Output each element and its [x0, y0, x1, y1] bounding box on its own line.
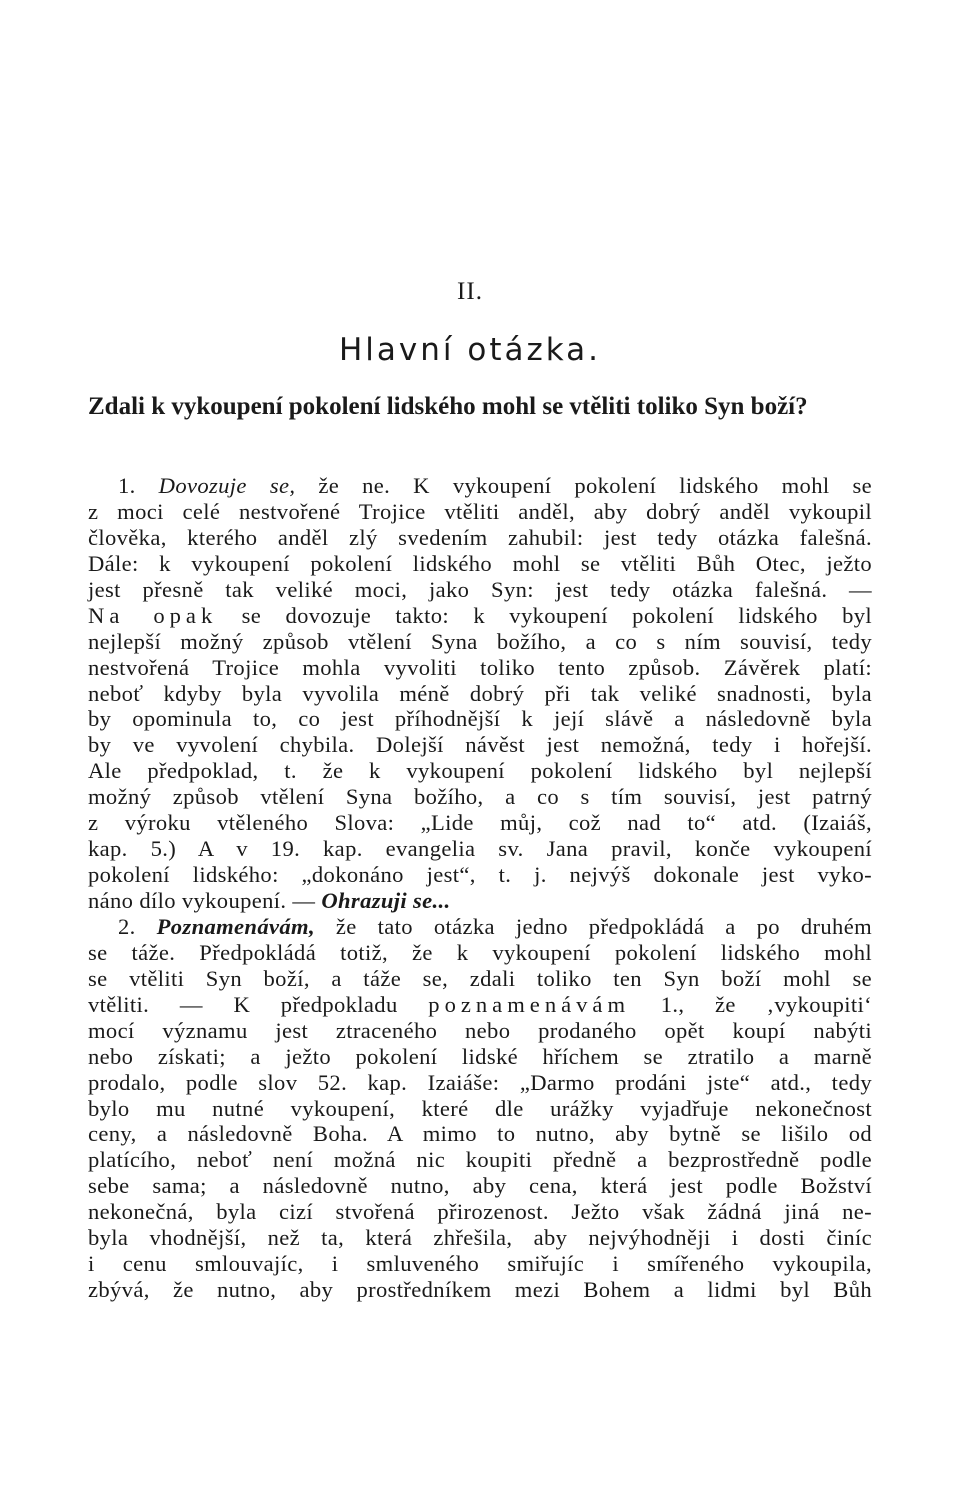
- text-line: vtěliti. — K předpokladu poznamenávám 1., že ‚vykoupiti‘: [88, 991, 872, 1017]
- text-line: jest přesně tak veliké moci, jako Syn: jest tedy otázka falešná. —: [88, 576, 872, 602]
- section-number: 2.: [118, 913, 136, 939]
- text-line: neboť kdyby byla vyvolila méně dobrý při tak veliké snadnosti, byla: [88, 680, 872, 706]
- text-line: by opominula to, co jest příhodnější k její slávě a následovně byla: [88, 706, 872, 732]
- section-heading: Poznamenávám,: [156, 913, 315, 939]
- text-line: možný způsob vtělení Syna božího, a co s tím souvisí, jest patrný: [88, 784, 872, 810]
- text-line: 2. Poznamenávám, že tato otázka jedno předpokládá a po druhém: [118, 913, 872, 939]
- text-line: se vtěliti Syn boží, a táže se, zdali toliko ten Syn boží mohl se: [88, 965, 872, 991]
- text-line: bylo mu nutné vykoupení, které dle urážky vyjadřuje nekonečnost: [88, 1095, 872, 1121]
- text-line: zbývá, že nutno, aby prostředníkem mezi Bohem a lidmi byl Bůh: [88, 1277, 872, 1303]
- text-line: se táže. Předpokládá totiž, že k vykoupení pokolení lidského mohl: [88, 939, 872, 965]
- italic-emphasis: Ohrazuji se...: [321, 888, 451, 913]
- chapter-title: Hlavní otázka.: [338, 332, 602, 368]
- text-line: Ale předpoklad, t. že k vykoupení pokolení lidského byl nejlepší: [88, 758, 872, 784]
- text-line: sebe sama; a následovně nutno, aby cena, která jest podle Božství: [88, 1173, 872, 1199]
- spaced-emphasis: poznamenávám: [428, 991, 631, 1017]
- section-number: 1.: [118, 473, 136, 498]
- text-line: mocí významu jest ztraceného nebo prodaného opět koupí nabýti: [88, 1017, 872, 1043]
- text-line: Na opak se dovozuje takto: k vykoupení pokolení lidského byl: [88, 602, 872, 628]
- text-line: kap. 5.) A v 19. kap. evangelia sv. Jana pravil, konče vykoupení: [88, 836, 872, 862]
- text-line: člověka, kterého anděl zlý svedením zahubil: jest tedy otázka falešná.: [88, 524, 872, 550]
- text-line: pokolení lidského: „dokonáno jest“, t. j. nejvýš dokonale jest vyko-: [88, 862, 872, 888]
- text-line: by ve vyvolení chybila. Dolejší návěst jest nemožná, tedy i hořejší.: [88, 732, 872, 758]
- body-text: [88, 473, 872, 1303]
- text-line: i cenu smlouvajíc, i smluveného smiřujíc i smířeného vykoupila,: [88, 1251, 872, 1277]
- text-line: náno dílo vykoupení. — Ohrazuji se...: [88, 888, 451, 913]
- text-line: 1. Dovozuje se, že ne. K vykoupení pokolení lidského mohl se: [118, 473, 872, 498]
- text-line: z výroku vtěleného Slova: „Lide můj, což nad to“ atd. (Izaiáš,: [88, 810, 872, 836]
- text-line: prodalo, podle slov 52. kap. Izaiáše: „Darmo prodáni jste“ atd., tedy: [88, 1069, 872, 1095]
- text-line: nestvořená Trojice mohla vyvoliti toliko tento způsob. Závěrek platí:: [88, 654, 872, 680]
- chapter-question: Zdali k vykoupení pokolení lidského mohl se vtěliti toliko Syn boží?: [88, 393, 808, 420]
- text-line: platícího, neboť není možná nic koupiti předně a bezprostředně podle: [88, 1147, 872, 1173]
- text-line: nekonečná, byla cizí stvořená přirozenost. Ježto však žádná jiná ne-: [88, 1199, 872, 1225]
- text-line: Dále: k vykoupení pokolení lidského mohl se vtěliti Bůh Otec, ježto: [88, 550, 872, 576]
- spaced-emphasis: Na opak: [88, 602, 218, 628]
- text-line: nejlepší možný způsob vtělení Syna božího, a co s ním souvisí, tedy: [88, 628, 872, 654]
- chapter-number: II.: [457, 278, 483, 305]
- text-line: nebo získati; a ježto pokolení lidské hříchem se ztratilo a marně: [88, 1043, 872, 1069]
- section-heading: Dovozuje se,: [158, 473, 296, 498]
- text-line: byla vhodnější, než ta, která zhřešila, aby nejvýhodněji i dosti činíc: [88, 1225, 872, 1251]
- text-line: z moci celé nestvořené Trojice vtěliti anděl, aby dobrý anděl vykoupil: [88, 498, 872, 524]
- text-line: ceny, a následovně Boha. A mimo to nutno, aby bytně se lišilo od: [88, 1121, 872, 1147]
